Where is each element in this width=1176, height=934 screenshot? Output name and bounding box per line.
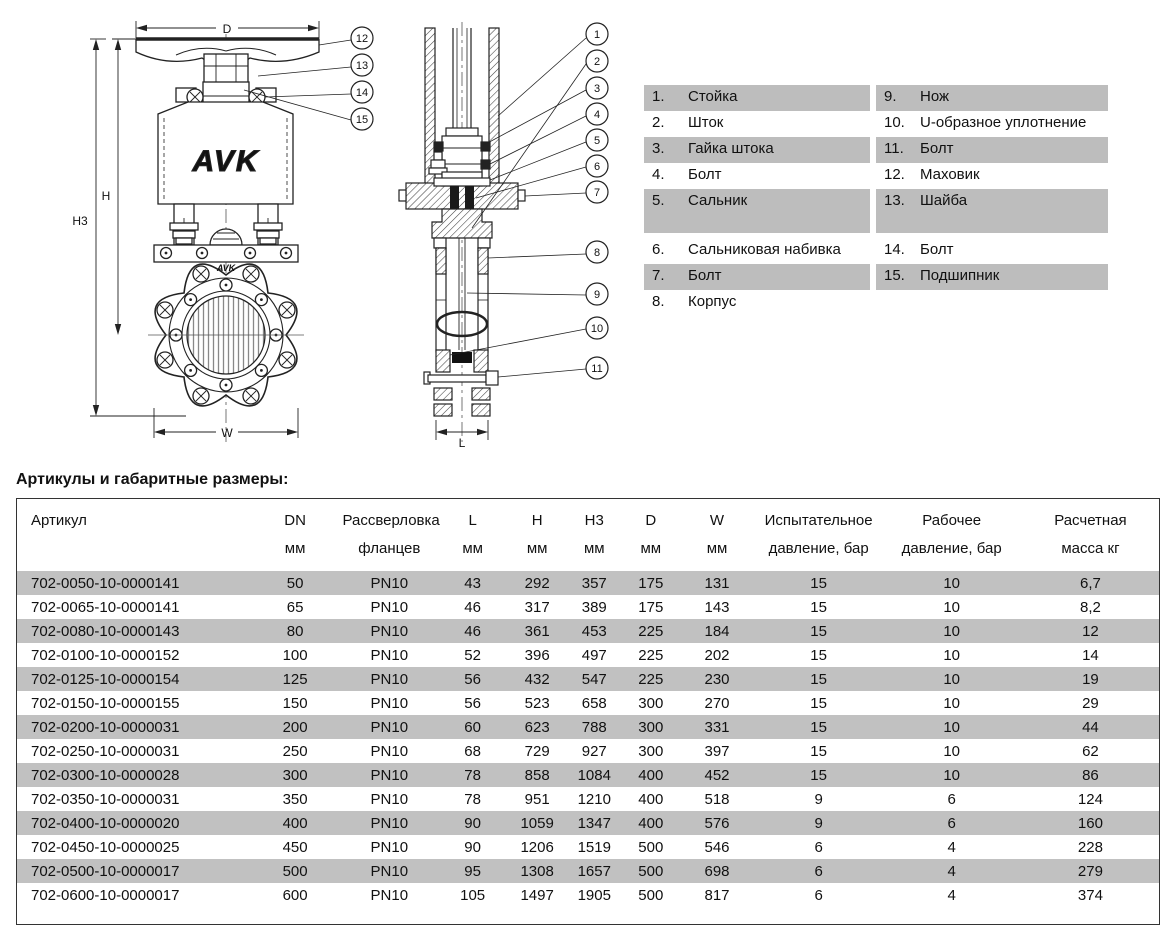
table-cell: 698 xyxy=(678,859,756,883)
table-cell: 951 xyxy=(524,790,550,808)
table-cell: 270 xyxy=(704,694,730,712)
legend-item-label: Стойка xyxy=(688,88,738,105)
table-cell: 15 xyxy=(756,619,882,643)
table-row xyxy=(17,667,1159,691)
table-row xyxy=(17,835,1159,859)
legend-item-number: 4. xyxy=(652,166,665,183)
table-cell: 175 xyxy=(638,598,664,616)
legend-item-number: 7. xyxy=(652,267,665,284)
table-cell: 523 xyxy=(524,694,550,712)
svg-text:15: 15 xyxy=(355,114,369,126)
svg-text:5: 5 xyxy=(593,135,601,147)
table-cell: 225 xyxy=(623,667,678,691)
table-cell: 160 xyxy=(1022,811,1159,835)
svg-text:1: 1 xyxy=(593,29,601,41)
legend-item-right xyxy=(876,111,1108,137)
table-cell: 374 xyxy=(1077,886,1103,904)
table-cell: 6 xyxy=(814,838,823,856)
table-cell: 10 xyxy=(881,571,1021,595)
legend-item-number: 1. xyxy=(652,88,665,105)
legend-item-label: Корпус xyxy=(688,293,737,310)
table-cell: 78 xyxy=(464,790,481,808)
bolt-4 xyxy=(481,142,490,151)
legend-item-number: 9. xyxy=(884,88,897,105)
article-cell: 702-0350-10-0000031 xyxy=(31,790,180,808)
table-cell: PN10 xyxy=(370,694,409,712)
table-cell: 46 xyxy=(464,598,481,616)
front-view-drawing xyxy=(36,8,400,450)
table-cell: 12 xyxy=(1022,619,1159,643)
legend-item-number: 2. xyxy=(652,114,665,131)
svg-text:14: 14 xyxy=(355,87,369,99)
article-cell: 702-0150-10-0000155 xyxy=(31,694,180,712)
legend-item-right xyxy=(876,163,1108,189)
legend-item-right xyxy=(876,238,1108,264)
table-cell: 10 xyxy=(943,646,960,664)
dim-label-h3: H3 xyxy=(72,214,88,228)
table-cell: 10 xyxy=(943,742,960,760)
table-cell: 623 xyxy=(509,715,565,739)
callout-5 xyxy=(586,129,608,151)
table-cell: 6 xyxy=(947,790,956,808)
table-cell: 131 xyxy=(678,571,756,595)
article-cell: 702-0400-10-0000020 xyxy=(17,811,248,835)
svg-text:13: 13 xyxy=(355,60,369,72)
table-cell: 9 xyxy=(756,811,882,835)
legend-item-number: 12. xyxy=(884,166,905,183)
table-cell: 44 xyxy=(1022,715,1159,739)
table-cell: 150 xyxy=(282,694,308,712)
table-cell: 230 xyxy=(678,667,756,691)
table-cell: 331 xyxy=(678,715,756,739)
callout-9 xyxy=(586,283,608,305)
bolt-11 xyxy=(424,371,498,385)
table-cell: 500 xyxy=(638,838,664,856)
table-row xyxy=(17,715,1159,739)
table-cell: 80 xyxy=(248,619,343,643)
svg-text:7: 7 xyxy=(593,187,601,199)
article-cell: 702-0080-10-0000143 xyxy=(17,619,248,643)
table-cell: 500 xyxy=(638,886,664,904)
table-cell: 10 xyxy=(881,715,1021,739)
legend-item-number: 6. xyxy=(652,241,665,258)
table-cell: PN10 xyxy=(370,790,409,808)
legend-item-label: Гайка штока xyxy=(688,140,774,157)
legend-item-right xyxy=(876,290,1108,316)
table-cell: 788 xyxy=(565,715,623,739)
table-row xyxy=(17,787,1159,811)
dimensions-table-box xyxy=(16,498,1160,925)
table-cell: 90 xyxy=(464,838,481,856)
article-cell: 702-0500-10-0000017 xyxy=(17,859,248,883)
table-cell: 1206 xyxy=(520,838,554,856)
column-header: H3 мм xyxy=(583,512,605,557)
table-cell: 817 xyxy=(704,886,730,904)
legend-item-right xyxy=(876,85,1108,111)
svg-text:12: 12 xyxy=(355,33,369,45)
table-cell: 4 xyxy=(947,838,956,856)
article-cell: 702-0450-10-0000025 xyxy=(31,838,180,856)
table-cell: 300 xyxy=(638,742,664,760)
table-cell: 452 xyxy=(678,763,756,787)
legend-item-right xyxy=(876,189,1108,233)
table-cell: 15 xyxy=(810,646,827,664)
table-cell: 14 xyxy=(1082,646,1099,664)
table-header-row xyxy=(17,499,1159,571)
table-cell: 228 xyxy=(1077,838,1103,856)
article-cell: 702-0300-10-0000028 xyxy=(17,763,248,787)
legend-item-label: Шток xyxy=(688,114,724,131)
table-row xyxy=(17,739,1159,763)
dim-label-w: W xyxy=(221,426,233,440)
legend-item-number: 13. xyxy=(884,192,905,209)
table-cell: PN10 xyxy=(370,598,409,616)
table-cell: 225 xyxy=(638,646,664,664)
table-cell: 1347 xyxy=(565,811,623,835)
packing xyxy=(450,186,459,212)
callout-2 xyxy=(586,50,608,72)
handwheel xyxy=(136,39,319,86)
legend-item-label: Болт xyxy=(688,267,722,284)
table-cell: 10 xyxy=(881,763,1021,787)
table-cell: 175 xyxy=(623,571,678,595)
legend-item-label: Болт xyxy=(920,241,954,258)
table-cell: PN10 xyxy=(342,763,436,787)
table-cell: 15 xyxy=(756,571,882,595)
legend-item-label: Подшипник xyxy=(920,267,1000,284)
table-cell: 279 xyxy=(1022,859,1159,883)
article-cell: 702-0250-10-0000031 xyxy=(31,742,180,760)
column-header: DN мм xyxy=(284,512,306,557)
svg-text:6: 6 xyxy=(593,161,601,173)
table-cell: 43 xyxy=(436,571,509,595)
bonnet xyxy=(158,102,293,204)
table-cell: 78 xyxy=(436,763,509,787)
legend-item-label: Нож xyxy=(920,88,950,105)
table-row xyxy=(17,571,1159,595)
dimension-h xyxy=(112,39,142,335)
table-cell: 10 xyxy=(881,619,1021,643)
table-cell: PN10 xyxy=(342,571,436,595)
legend-item-number: 11. xyxy=(884,140,904,157)
table-cell: 46 xyxy=(436,619,509,643)
callout-1 xyxy=(586,23,608,45)
column-header: Расчетная масса кг xyxy=(1054,512,1127,557)
column-header: Рабочее давление, бар xyxy=(901,512,1002,557)
table-cell: 29 xyxy=(1082,694,1099,712)
article-cell: 702-0125-10-0000154 xyxy=(17,667,248,691)
callout-15 xyxy=(351,108,373,130)
table-cell: 4 xyxy=(947,886,956,904)
table-cell: 317 xyxy=(524,598,550,616)
table-cell: 453 xyxy=(565,619,623,643)
table-cell: 105 xyxy=(460,886,486,904)
gland xyxy=(434,172,490,186)
table-cell: 400 xyxy=(248,811,343,835)
table-cell: 15 xyxy=(756,667,882,691)
table-cell: 95 xyxy=(436,859,509,883)
svg-text:2: 2 xyxy=(593,56,601,68)
svg-text:8: 8 xyxy=(593,247,601,259)
callout-3 xyxy=(586,77,608,99)
dimensions-table xyxy=(17,499,1159,907)
legend-item-right xyxy=(876,137,1108,163)
table-cell: 927 xyxy=(581,742,607,760)
svg-text:11: 11 xyxy=(591,363,603,375)
table-cell: 4 xyxy=(881,859,1021,883)
callout-14 xyxy=(351,81,373,103)
table-cell: 658 xyxy=(581,694,607,712)
table-cell: 1210 xyxy=(577,790,611,808)
column-header: Артикул xyxy=(31,512,87,529)
legend-item-label: Сальниковая набивка xyxy=(688,241,841,258)
section-view-drawing xyxy=(398,6,630,448)
table-cell: 65 xyxy=(286,598,304,616)
table-row xyxy=(17,643,1159,667)
table-cell: 10 xyxy=(943,694,960,712)
table-cell: 10 xyxy=(881,667,1021,691)
table-cell: 497 xyxy=(581,646,607,664)
table-cell: 729 xyxy=(524,742,550,760)
body-neck xyxy=(432,209,492,238)
table-cell: 202 xyxy=(704,646,730,664)
table-cell: 125 xyxy=(248,667,343,691)
table-cell: 56 xyxy=(464,694,481,712)
table-cell: 500 xyxy=(623,859,678,883)
table-cell: 600 xyxy=(282,886,308,904)
table-title: Артикулы и габаритные размеры: xyxy=(16,471,289,488)
avk-logo: AVK xyxy=(192,145,260,178)
table-cell: 1308 xyxy=(509,859,565,883)
legend-item-number: 3. xyxy=(652,140,665,157)
column-header: W мм xyxy=(706,512,728,557)
callout-13 xyxy=(351,54,373,76)
legend-item-label: Болт xyxy=(688,166,722,183)
legend-item-label: Сальник xyxy=(688,192,748,209)
legend-item-left xyxy=(644,264,870,290)
legend-item-label: Болт xyxy=(920,140,954,157)
legend-item-left xyxy=(644,111,870,137)
table-cell: 1519 xyxy=(577,838,611,856)
table-cell: 250 xyxy=(282,742,308,760)
article-cell: 702-0050-10-0000141 xyxy=(17,571,248,595)
table-cell: 90 xyxy=(436,811,509,835)
table-cell: 1059 xyxy=(509,811,565,835)
legend-item-number: 14. xyxy=(884,241,905,258)
table-cell: 546 xyxy=(704,838,730,856)
legend-item-label: U-образное уплотнение xyxy=(920,114,1087,131)
table-row xyxy=(17,619,1159,643)
table-cell: 6 xyxy=(756,859,882,883)
table-cell: PN10 xyxy=(342,715,436,739)
table-cell: 6 xyxy=(881,811,1021,835)
svg-text:10: 10 xyxy=(590,323,604,335)
table-cell: 15 xyxy=(810,742,827,760)
table-cell: 1657 xyxy=(565,859,623,883)
table-row xyxy=(17,763,1159,787)
table-cell: 143 xyxy=(704,598,730,616)
stand-plate-right xyxy=(489,28,499,196)
bottom-flange xyxy=(436,350,488,372)
legend-item-left xyxy=(644,137,870,163)
callout-6 xyxy=(586,155,608,177)
table-cell: 576 xyxy=(678,811,756,835)
bolt-4 xyxy=(481,160,490,169)
callout-8 xyxy=(586,241,608,263)
packing xyxy=(465,186,474,212)
table-cell: 184 xyxy=(678,619,756,643)
table-cell: 300 xyxy=(248,763,343,787)
table-cell: 10 xyxy=(943,598,960,616)
table-cell: PN10 xyxy=(370,742,409,760)
table-cell: 396 xyxy=(524,646,550,664)
table-cell: 397 xyxy=(704,742,730,760)
table-cell: 518 xyxy=(704,790,730,808)
table-cell: 15 xyxy=(810,694,827,712)
article-cell: 702-0600-10-0000017 xyxy=(31,886,180,904)
table-cell: 8,2 xyxy=(1080,598,1101,616)
table-row xyxy=(17,811,1159,835)
table-cell: PN10 xyxy=(342,859,436,883)
article-cell: 702-0200-10-0000031 xyxy=(17,715,248,739)
legend-item-left xyxy=(644,290,870,316)
dim-label-d: D xyxy=(222,22,232,36)
table-cell: 357 xyxy=(565,571,623,595)
table-cell: 400 xyxy=(638,790,664,808)
legend-item-number: 5. xyxy=(652,192,665,209)
table-cell: 225 xyxy=(623,619,678,643)
table-cell: 19 xyxy=(1022,667,1159,691)
callout-11 xyxy=(586,357,608,379)
table-cell: 858 xyxy=(509,763,565,787)
table-cell: 60 xyxy=(436,715,509,739)
table-row xyxy=(17,691,1159,715)
table-cell: 100 xyxy=(282,646,308,664)
svg-text:9: 9 xyxy=(593,289,601,301)
table-cell: 15 xyxy=(756,715,882,739)
table-cell: 68 xyxy=(464,742,481,760)
table-row xyxy=(17,883,1159,907)
table-cell: 6 xyxy=(814,886,823,904)
table-cell: 1497 xyxy=(520,886,554,904)
table-cell: 62 xyxy=(1082,742,1099,760)
column-header: Испытательное давление, бар xyxy=(764,512,873,557)
table-cell: 52 xyxy=(464,646,481,664)
column-header: L мм xyxy=(462,512,483,557)
column-header: H мм xyxy=(526,512,548,557)
legend-item-number: 15. xyxy=(884,267,905,284)
callout-10 xyxy=(586,317,608,339)
table-cell: 1084 xyxy=(565,763,623,787)
table-cell: 6,7 xyxy=(1022,571,1159,595)
table-cell: 547 xyxy=(565,667,623,691)
callout-12 xyxy=(351,27,373,49)
table-cell: 50 xyxy=(248,571,343,595)
legend-item-label: Маховик xyxy=(920,166,980,183)
table-cell: PN10 xyxy=(342,619,436,643)
table-cell: 361 xyxy=(509,619,565,643)
table-cell: 500 xyxy=(248,859,343,883)
legend-item-left xyxy=(644,189,870,233)
column-header: Рассверловка фланцев xyxy=(342,512,440,557)
svg-text:4: 4 xyxy=(593,109,601,121)
bolt-4 xyxy=(434,142,443,151)
table-cell: 1905 xyxy=(577,886,611,904)
callout-4 xyxy=(586,103,608,125)
table-cell: 450 xyxy=(282,838,308,856)
table-cell: 300 xyxy=(623,715,678,739)
article-cell: 702-0065-10-0000141 xyxy=(31,598,180,616)
svg-text:3: 3 xyxy=(593,83,601,95)
table-cell: 15 xyxy=(810,598,827,616)
legend-item-right xyxy=(876,264,1108,290)
legend-item-number: 10. xyxy=(884,114,905,131)
table-row xyxy=(17,859,1159,883)
table-row xyxy=(17,595,1159,619)
table-cell: 300 xyxy=(638,694,664,712)
avk-logo-small: AVK xyxy=(216,263,236,273)
table-cell: PN10 xyxy=(342,667,436,691)
article-cell: 702-0100-10-0000152 xyxy=(31,646,180,664)
table-cell: 200 xyxy=(248,715,343,739)
legend-item-left xyxy=(644,163,870,189)
table-cell: 9 xyxy=(814,790,823,808)
body-top-flange xyxy=(399,183,525,209)
section-callouts xyxy=(586,23,608,379)
table-cell: 432 xyxy=(509,667,565,691)
parts-legend xyxy=(644,85,1108,316)
table-cell: PN10 xyxy=(342,811,436,835)
table-cell: 56 xyxy=(436,667,509,691)
table-cell: PN10 xyxy=(370,838,409,856)
table-cell: 389 xyxy=(581,598,607,616)
table-cell: PN10 xyxy=(370,646,409,664)
column-header: D мм xyxy=(640,512,662,557)
table-cell: 86 xyxy=(1022,763,1159,787)
table-cell: 400 xyxy=(623,811,678,835)
table-cell: 350 xyxy=(282,790,308,808)
table-cell: 292 xyxy=(509,571,565,595)
dim-label-h: H xyxy=(101,189,111,203)
table-cell: 400 xyxy=(623,763,678,787)
table-cell: 124 xyxy=(1077,790,1103,808)
legend-item-number: 8. xyxy=(652,293,665,310)
table-cell: PN10 xyxy=(370,886,409,904)
legend-item-label: Шайба xyxy=(920,192,968,209)
callout-7 xyxy=(586,181,608,203)
legend-item-left xyxy=(644,85,870,111)
legend-item-left xyxy=(644,238,870,264)
table-cell: 15 xyxy=(756,763,882,787)
dim-label-l: L xyxy=(458,436,466,448)
